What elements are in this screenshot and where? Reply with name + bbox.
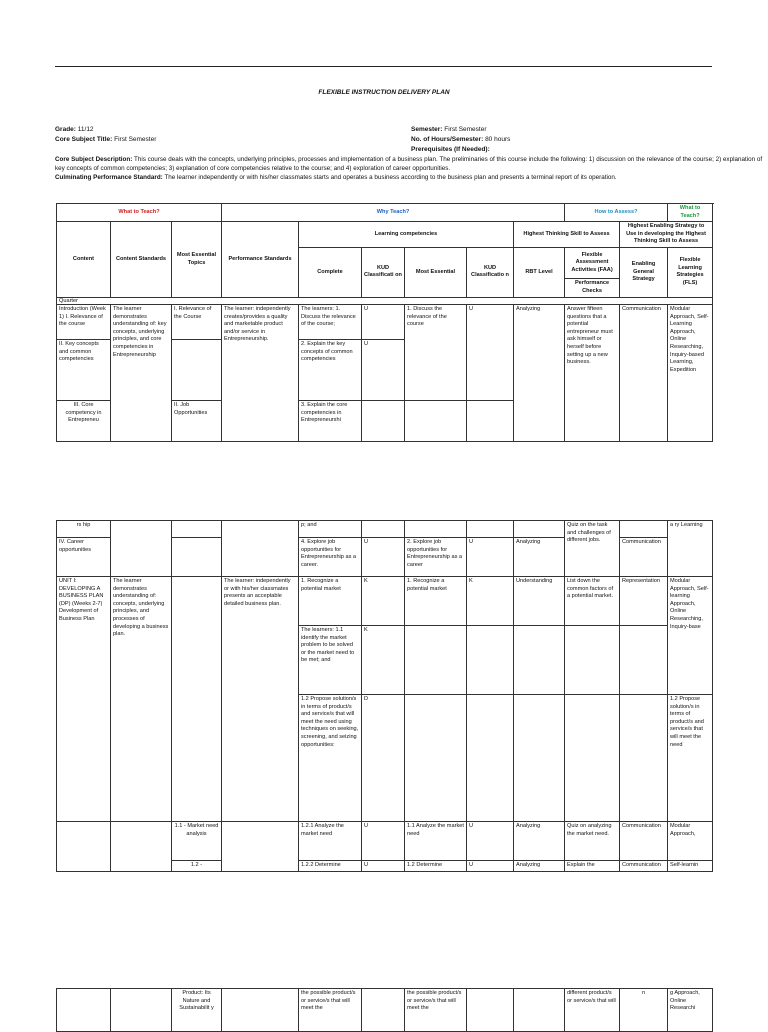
grade-line: Grade: 11/12	[55, 126, 94, 133]
t1-r1-essential: 1. Discuss the relevance of the course	[405, 304, 467, 400]
t3-enabling: n	[620, 989, 668, 1032]
t3-content	[57, 989, 111, 1032]
t3-kud2	[467, 989, 514, 1032]
header-faa: Flexible Assessment Activities (FAA)	[565, 247, 620, 278]
header-content-standards: Content Standards	[111, 222, 172, 298]
t2-b-enabling: Communication	[620, 538, 668, 577]
t1-r1-enabling: Communication	[620, 304, 668, 441]
t2-f-faa: Quiz on analyzing the market need.	[565, 822, 620, 861]
t2-a-performance	[222, 521, 299, 577]
t1-r1-topic: I. Relevance of the Course	[172, 304, 222, 339]
t2-d-kud1: K	[362, 626, 405, 695]
t1-r1-kud1: U	[362, 304, 405, 339]
plan-table-3	[56, 988, 713, 1032]
t2-b-essential: 2. Explore job opportunities for Entrepreneurship as a career	[405, 538, 467, 577]
t2-g-faa: Explain the	[565, 861, 620, 872]
t2-a-essential	[405, 521, 467, 538]
t2-c-complete: 1. Recognize a potential market	[299, 577, 362, 626]
t1-r1-complete: The learners: 1. Discuss the relevance of the course;	[299, 304, 362, 339]
t3-fls: g Approach, Online Researchi	[668, 989, 713, 1032]
t1-r2-content: II. Key concepts and common competencies	[57, 339, 111, 400]
t1-r3-content: III. Core competency in Entrepreneu	[57, 400, 111, 441]
t2-e-kud2	[467, 695, 514, 822]
t2-b-rbt: Analyzing	[514, 538, 565, 577]
t2-a-kud2	[467, 521, 514, 538]
t3-standards	[111, 989, 172, 1032]
header-essential-topics: Most Essential Topics	[172, 222, 222, 298]
hours-value: 80 hours	[485, 136, 511, 143]
t2-a-content: rs hip	[57, 521, 111, 538]
t2-g-complete: 1.2.2 Determine	[299, 861, 362, 872]
hours-line: No. of Hours/Semester: 80 hours	[411, 136, 511, 143]
t2-d-rbt	[514, 626, 565, 695]
plan-table-2	[56, 520, 713, 872]
t2-c-faa: List down the common factors of a potential market.	[565, 577, 620, 626]
quarter-row: Quarter	[57, 297, 713, 304]
t2-g-rbt: Analyzing	[514, 861, 565, 872]
header-most-essential: Most Essential	[405, 247, 467, 297]
t3-faa: different product/s or service/s that will	[565, 989, 620, 1032]
t3-topic: Product: Its Nature and Sustainabilit y	[172, 989, 222, 1032]
t1-r1-standards: The learner demonstrates understanding of: key concepts, underlying principles, and core competencies in Entrepreneurship	[111, 304, 172, 441]
t1-r1-rbt: Analyzing	[514, 304, 565, 441]
t2-f-fls: Modular Approach,	[668, 822, 713, 861]
page-title: FLEXIBLE INSTRUCTION DELIVERY PLAN	[318, 89, 450, 96]
t2-e-enabling	[620, 695, 668, 822]
subject-line: Core Subject Title: First Semester	[55, 136, 157, 143]
t2-e-fls: 1.2 Propose solution/s in terms of product/s and service/s that will meet the need	[668, 695, 713, 822]
t2-f-performance	[222, 822, 299, 872]
t2-a-standards	[111, 521, 172, 577]
header-kud-2: KUD Classificatio n	[467, 247, 514, 297]
header-complete: Complete	[299, 247, 362, 297]
t2-g-essential: 1.2 Determine	[405, 861, 467, 872]
t2-e-kud1: D	[362, 695, 405, 822]
t3-rbt	[514, 989, 565, 1032]
t2-c-enabling: Representation	[620, 577, 668, 626]
t2-a-enabling	[620, 521, 668, 538]
t2-c-essential: 1. Recognize a potential market	[405, 577, 467, 626]
t1-r3-kud2	[467, 400, 514, 441]
t2-c-kud2: K	[467, 577, 514, 626]
t1-r1-fls: Modular Approach, Self-Learning Approach, Online Researching, Inquiry-based Learning, Expedition	[668, 304, 713, 441]
header-what-to-teach-2: What to Teach?	[668, 204, 713, 222]
header-enabling-general: Enabling General Strategy	[620, 247, 668, 297]
t2-f-complete: 1.2.1 Analyze the market need	[299, 822, 362, 861]
prereq-line: Prerequisites (If Needed):	[411, 146, 490, 153]
plan-table-1	[56, 203, 713, 442]
t2-d-faa	[565, 626, 620, 695]
t1-r2-topic	[172, 339, 222, 400]
t1-r1-kud2: U	[467, 304, 514, 400]
t2-d-complete: The learners: 1.1 identify the market problem to be solved or the market need to be met; and	[299, 626, 362, 695]
header-rbt-level: RBT Level	[514, 247, 565, 297]
t1-r1-content: Introduction (Week 1) I. Relevance of the course	[57, 304, 111, 339]
t3-complete: the possible product/s or service/s that will meet the	[299, 989, 362, 1032]
t2-d-kud2	[467, 626, 514, 695]
t2-c-kud1: K	[362, 577, 405, 626]
t2-d-essential	[405, 626, 467, 695]
t2-c-topic	[172, 577, 222, 822]
t2-f-kud2: U	[467, 822, 514, 861]
t2-f-standards	[111, 822, 172, 872]
header-learning-competencies: Learning competencies	[299, 222, 514, 248]
t1-r3-kud1	[362, 400, 405, 441]
header-what-to-teach: What to Teach?	[57, 204, 222, 222]
header-performance-standards: Performance Standards	[222, 222, 299, 298]
t2-f-rbt: Analyzing	[514, 822, 565, 861]
t2-c-performance: The learner: independently or with his/her classmates presents an acceptable detailed business plan.	[222, 577, 299, 822]
t2-a-kud1	[362, 521, 405, 538]
grade-value: 11/12	[77, 126, 94, 133]
header-highest-enabling: Highest Enabling Strategy to Use in developing the Highest Thinking Skill to Assess	[620, 222, 713, 248]
t2-e-rbt	[514, 695, 565, 822]
t3-performance	[222, 989, 299, 1032]
t2-c-standards: The learner demonstrates understanding of: concepts, underlying principles, and processes of developing a business plan.	[111, 577, 172, 822]
t2-f-topic: 1.1 - Market need analysis	[172, 822, 222, 861]
t2-e-faa	[565, 695, 620, 822]
t2-g-kud1: U	[362, 861, 405, 872]
header-kud-1: KUD Classificati on	[362, 247, 405, 297]
t2-d-enabling	[620, 626, 668, 695]
header-content: Content	[57, 222, 111, 298]
t1-r3-essential	[405, 400, 467, 441]
t1-r3-complete: 3. Explain the core competencies in Entrepreneurshi	[299, 400, 362, 441]
t3-kud1	[362, 989, 405, 1032]
t2-f-enabling: Communication	[620, 822, 668, 861]
t2-b-topic	[172, 538, 222, 577]
t2-f-kud1: U	[362, 822, 405, 861]
t2-a-fls: a ry Learning	[668, 521, 713, 577]
subject-value: First Semester	[114, 136, 157, 143]
t1-r2-kud1: U	[362, 339, 405, 400]
t2-g-fls: Self-learnin	[668, 861, 713, 872]
t3-essential: the possible product/s or service/s that will meet the	[405, 989, 467, 1032]
semester-line: Semester: First Semester	[411, 126, 487, 133]
t1-r1-performance: The learner: independently creates/provides a quality and marketable product and/or service in Entrepreneurship.	[222, 304, 299, 441]
header-how-to-assess: How to Assess?	[565, 204, 668, 222]
t2-a-topic	[172, 521, 222, 538]
t2-g-kud2: U	[467, 861, 514, 872]
top-rule	[55, 66, 712, 67]
t1-r2-complete: 2. Explain the key concepts of common competencies	[299, 339, 362, 400]
t2-a-rbt	[514, 521, 565, 538]
t2-a-faa: Quiz on the task and challenges of different jobs.	[565, 521, 620, 577]
t2-b-complete: 4. Explore job opportunities for Entrepreneurship as a career.	[299, 538, 362, 577]
t1-r1-faa: Answer fifteen questions that a potential entrepreneur must ask himself or herself before setting up a new business.	[565, 304, 620, 441]
t2-c-fls: Modular Approach, Self-learning Approach, Online Researching, Inquiry-base	[668, 577, 713, 695]
subject-description: Core Subject Description: This course deals with the concepts, underlying principles, processes and implementation of a business plan. The preliminaries of this course include the following: 1) discussion on the relevance of the course; 2) explanation of key concepts of common competencies; 3) explanation of core competencies relative to the course; and 4) exploration of career opportunities. Culminating Performance Standard: The learner independently or with his/her classmates starts and operates a business according to the business plan and presents a terminal report of its operation.	[55, 156, 763, 182]
t2-a-complete: p; and	[299, 521, 362, 538]
t2-b-content: IV. Career opportunities	[57, 538, 111, 577]
t2-g-topic: 1.2 -	[172, 861, 222, 872]
semester-value: First Semester	[444, 126, 487, 133]
t2-b-kud2: U	[467, 538, 514, 577]
t2-e-essential	[405, 695, 467, 822]
t1-r3-topic: II. Job Opportunities	[172, 400, 222, 441]
t2-c-content: UNIT I: DEVELOPING A BUSINESS PLAN (DP) (Weeks 2-7) Development of Business Plan	[57, 577, 111, 822]
header-fls: Flexible Learning Strategies (FLS)	[668, 247, 713, 297]
header-highest-thinking: Highest Thinking Skill to Assess	[514, 222, 620, 248]
header-why-teach: Why Teach?	[222, 204, 565, 222]
t2-c-rbt: Understanding	[514, 577, 565, 626]
t2-f-essential: 1.1 Analyze the market need	[405, 822, 467, 861]
header-performance-checks: Performance Checks	[565, 278, 620, 297]
t2-g-enabling: Communication	[620, 861, 668, 872]
t2-b-kud1: U	[362, 538, 405, 577]
t2-f-content	[57, 822, 111, 872]
t2-e-complete: 1.2 Propose solution/s in terms of product/s and service/s that will meet the need using techniques on seeking, screening, and seizing opportunities:	[299, 695, 362, 822]
